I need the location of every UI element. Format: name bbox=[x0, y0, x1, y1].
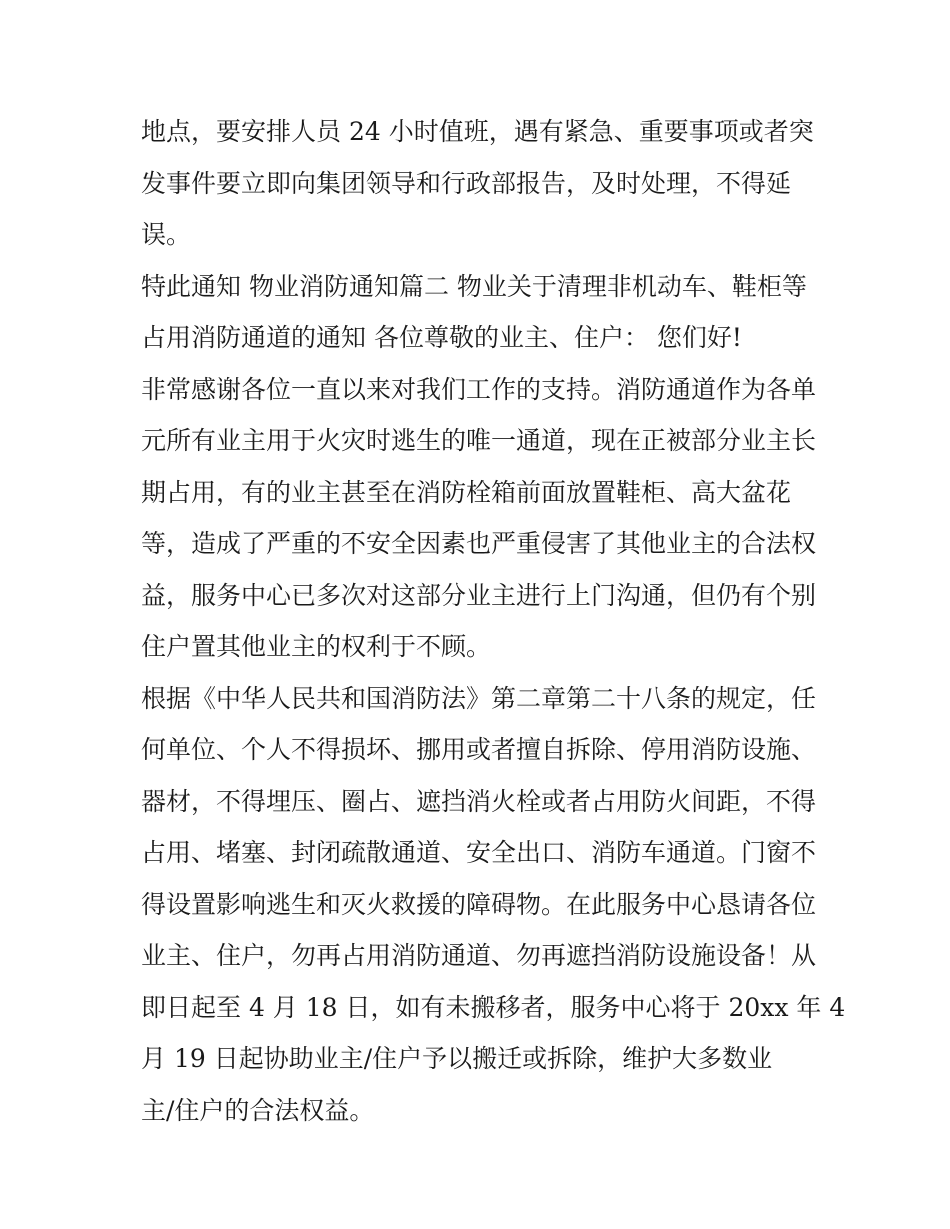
text-line: 何单位、个人不得损坏、挪用或者擅自拆除、停用消防设施、 bbox=[141, 735, 817, 764]
text-line: 特此通知 物业消防通知篇二 物业关于清理非机动车、鞋柜等 bbox=[141, 271, 807, 301]
text-line: 主/住户的合法权益。 bbox=[141, 1095, 375, 1125]
text-line: 即日起至 4 月 18 日，如有未搬移者，服务中心将于 20xx 年 4 bbox=[141, 992, 846, 1022]
text-line: 占用、堵塞、封闭疏散通道、安全出口、消防车通道。门窗不 bbox=[141, 838, 817, 867]
text-line: 器材，不得埋压、圈占、遮挡消火栓或者占用防火间距，不得 bbox=[141, 786, 817, 816]
text-line: 非常感谢各位一直以来对我们工作的支持。消防通道作为各单 bbox=[141, 374, 817, 404]
text-line: 根据《中华人民共和国消防法》第二章第二十八条的规定，任 bbox=[141, 683, 817, 713]
text-line: 期占用，有的业主甚至在消防栓箱前面放置鞋柜、高大盆花 bbox=[141, 477, 792, 507]
text-line: 月 19 日起协助业主/住户予以搬迁或拆除，维护大多数业 bbox=[141, 1044, 773, 1073]
text-line: 发事件要立即向集团领导和行政部报告，及时处理，不得延 bbox=[141, 168, 792, 198]
text-line: 住户置其他业主的权利于不顾。 bbox=[141, 632, 492, 661]
text-line: 地点，要安排人员 24 小时值班，遇有紧急、重要事项或者突 bbox=[141, 117, 814, 146]
text-line: 占用消防通道的通知 各位尊敬的业主、住户： 您们好! bbox=[141, 323, 742, 352]
text-line: 元所有业主用于火灾时逃生的唯一通道，现在正被部分业主长 bbox=[141, 426, 817, 455]
text-line: 益，服务中心已多次对这部分业主进行上门沟通，但仍有个别 bbox=[141, 580, 817, 610]
document-body bbox=[141, 106, 846, 1136]
text-line: 等，造成了严重的不安全因素也严重侵害了其他业主的合法权 bbox=[141, 529, 817, 558]
text-line: 误。 bbox=[141, 220, 192, 249]
text-line: 业主、住户，勿再占用消防通道、勿再遮挡消防设施设备！从 bbox=[141, 941, 817, 970]
text-line: 得设置影响逃生和灭火救援的障碍物。在此服务中心恳请各位 bbox=[141, 889, 817, 919]
